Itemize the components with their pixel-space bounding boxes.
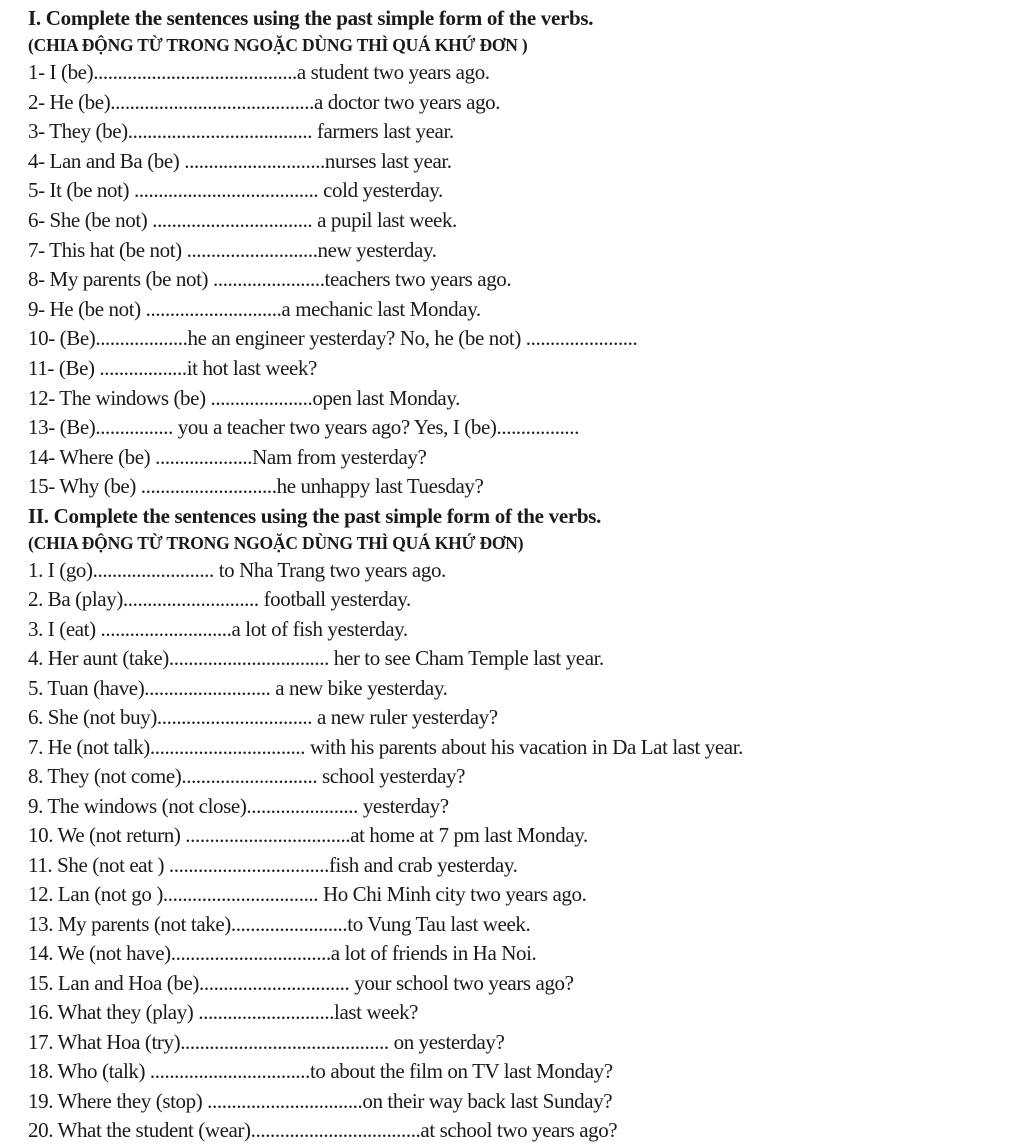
exercise-2-item: 15. Lan and Hoa (be)............................... your school two years ago?: [28, 970, 574, 995]
exercise-2-item: 20. What the student (wear)...................................at school two years ago?: [28, 1118, 618, 1143]
exercise-1-item: 4- Lan and Ba (be) .............................nurses last year.: [28, 148, 452, 173]
exercise-1-item: 12- The windows (be) .....................open last Monday.: [28, 385, 460, 410]
exercise-1-item: 6- She (be not) ................................. a pupil last week.: [28, 207, 457, 232]
worksheet-page: [28, 4, 1018, 1146]
exercise-1-item: 13- (Be)................ you a teacher two years ago? Yes, I (be).................: [28, 415, 579, 440]
exercise-2-item: 12. Lan (not go )................................ Ho Chi Minh city two years ago.: [28, 882, 587, 907]
section-1-title: I. Complete the sentences using the past simple form of the verbs.: [28, 6, 594, 30]
exercise-1-item: 8- My parents (be not) .......................teachers two years ago.: [28, 267, 512, 292]
exercise-2-item: 19. Where they (stop) ................................on their way back last Sunday?: [28, 1088, 613, 1113]
exercise-2-item: 1. I (go)......................... to Nha Trang two years ago.: [28, 557, 446, 582]
exercise-2-item: 8. They (not come)............................ school yesterday?: [28, 764, 466, 789]
exercise-2-item: 10. We (not return) ..................................at home at 7 pm last Monday.: [28, 823, 588, 848]
exercise-2-item: 7. He (not talk)................................ with his parents about his vacation in Da Lat last year.: [28, 734, 744, 759]
exercise-2-item: 14. We (not have).................................a lot of friends in Ha Noi.: [28, 941, 537, 966]
exercise-1-item: 3- They (be)...................................... farmers last year.: [28, 119, 454, 144]
exercise-2-item: 13. My parents (not take)........................to Vung Tau last week.: [28, 911, 531, 936]
section-1-subtitle: (CHIA ĐỘNG TỪ TRONG NGOẶC DÙNG THÌ QUÁ KHỨ ĐƠN ): [28, 35, 528, 55]
exercise-2-item: 9. The windows (not close)....................... yesterday?: [28, 793, 449, 818]
exercise-section-1: [28, 4, 1018, 502]
exercise-2-item: 6. She (not buy)................................ a new ruler yesterday?: [28, 705, 498, 730]
exercise-section-2: [28, 502, 1018, 1146]
exercise-1-item: 14- Where (be) ....................Nam from yesterday?: [28, 444, 427, 469]
exercise-2-item: 17. What Hoa (try)........................................... on yesterday?: [28, 1029, 505, 1054]
exercise-2-item: 16. What they (play) ............................last week?: [28, 1000, 419, 1025]
exercise-2-item: 2. Ba (play)............................ football yesterday.: [28, 587, 411, 612]
exercise-1-item: 9- He (be not) ............................a mechanic last Monday.: [28, 296, 481, 321]
exercise-1-item: 10- (Be)...................he an engineer yesterday? No, he (be not) .......................: [28, 326, 638, 351]
exercise-1-item: 1- I (be)..........................................a student two years ago.: [28, 60, 490, 84]
exercise-1-item: 7- This hat (be not) ...........................new yesterday.: [28, 237, 437, 262]
exercise-1-item: 2- He (be)..........................................a doctor two years ago.: [28, 89, 501, 114]
exercise-2-item: 4. Her aunt (take)................................. her to see Cham Temple last year.: [28, 646, 604, 671]
exercise-2-item: 18. Who (talk) .................................to about the film on TV last Monday?: [28, 1059, 613, 1084]
exercise-1-item: 15- Why (be) ............................he unhappy last Tuesday?: [28, 474, 484, 499]
exercise-1-item: 11- (Be) ..................it hot last week?: [28, 355, 317, 380]
section-2-subtitle: (CHIA ĐỘNG TỪ TRONG NGOẶC DÙNG THÌ QUÁ KHỨ ĐƠN): [28, 532, 524, 553]
exercise-2-item: 11. She (not eat ) .................................fish and crab yesterday.: [28, 852, 518, 877]
exercise-1-item: 5- It (be not) ...................................... cold yesterday.: [28, 178, 443, 203]
section-2-title: II. Complete the sentences using the past simple form of the verbs.: [28, 503, 602, 528]
exercise-2-item: 5. Tuan (have).......................... a new bike yesterday.: [28, 675, 448, 700]
exercise-2-item: 3. I (eat) ...........................a lot of fish yesterday.: [28, 616, 408, 641]
